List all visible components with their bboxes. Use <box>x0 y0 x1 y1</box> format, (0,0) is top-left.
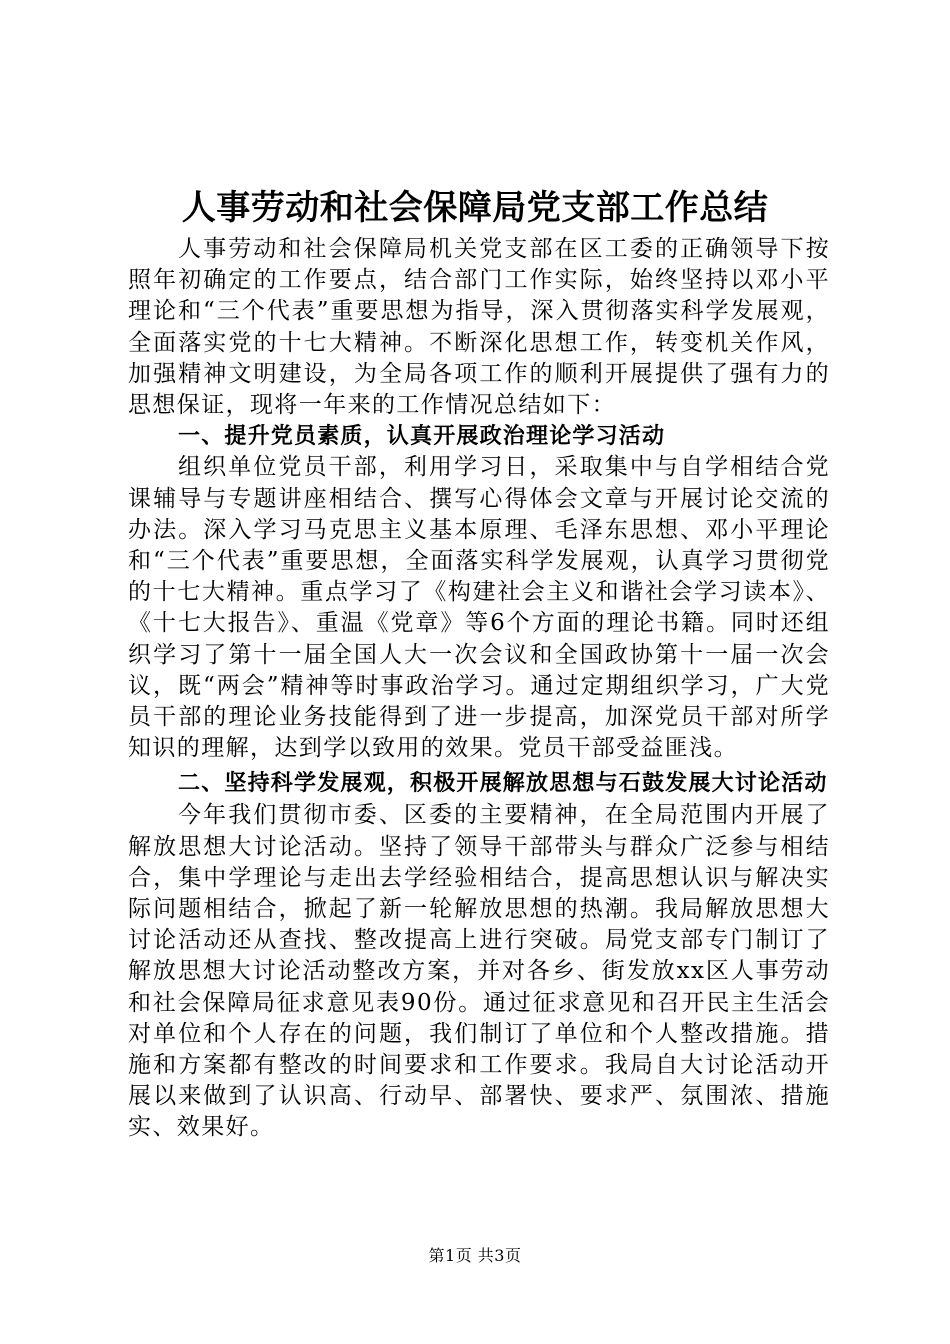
section-heading-2: 二、坚持科学发展观，积极开展解放思想与石鼓发展大讨论活动 <box>178 771 828 797</box>
section-heading-1: 一、提升党员素质，认真开展政治理论学习活动 <box>178 424 666 450</box>
section-1-paragraph: 组织单位党员干部，利用学习日，采取集中与自学相结合党课辅导与专题讲座相结合、撰写心得体会文章与开展讨论交流的办法。深入学习马克思主义基本原理、毛泽东思想、邓小平理论和“三个代表”重要思想，全面落实科学发展观，认真学习贯彻党的十七大精神。重点学习了《构建社会主义和谐社会学习读本》、《十七大报告》、重温《党章》等6个方面的理论书籍。同时还组织学习了第十一届全国人大一次会议和全国政协第十一届一次会议，既“两会”精神等时事政治学习。通过定期组织学习，广大党员干部的理论业务技能得到了进一步提高，加深党员干部对所学知识的理解，达到学以致用的效果。党员干部受益匪浅。 <box>128 454 830 762</box>
page-number-footer: 第1页 共3页 <box>428 1246 522 1265</box>
document-body <box>128 234 830 1144</box>
intro-paragraph: 人事劳动和社会保障局机关党支部在区工委的正确领导下按照年初确定的工作要点，结合部门工作实际，始终坚持以邓小平理论和“三个代表”重要思想为指导，深入贯彻落实科学发展观，全面落实党的十七大精神。不断深化思想工作，转变机关作风，加强精神文明建设，为全局各项工作的顺利开展提供了强有力的思想保证，现将一年来的工作情况总结如下： <box>128 236 830 419</box>
section-2-paragraph: 今年我们贯彻市委、区委的主要精神，在全局范围内开展了解放思想大讨论活动。坚持了领导干部带头与群众广泛参与相结合，集中学理论与走出去学经验相结合，提高思想认识与解决实际问题相结合，掀起了新一轮解放思想的热潮。我局解放思想大讨论活动还从查找、整改提高上进行突破。局党支部专门制订了解放思想大讨论活动整改方案，并对各乡、街发放xx区人事劳动和社会保障局征求意见表90份。通过征求意见和召开民主生活会对单位和个人存在的问题，我们制订了单位和个人整改措施。措施和方案都有整改的时间要求和工作要求。我局自大讨论活动开展以来做到了认识高、行动早、部署快、要求严、氛围浓、措施实、效果好。 <box>128 802 830 1141</box>
document-title: 人事劳动和社会保障局党支部工作总结 <box>181 188 769 228</box>
